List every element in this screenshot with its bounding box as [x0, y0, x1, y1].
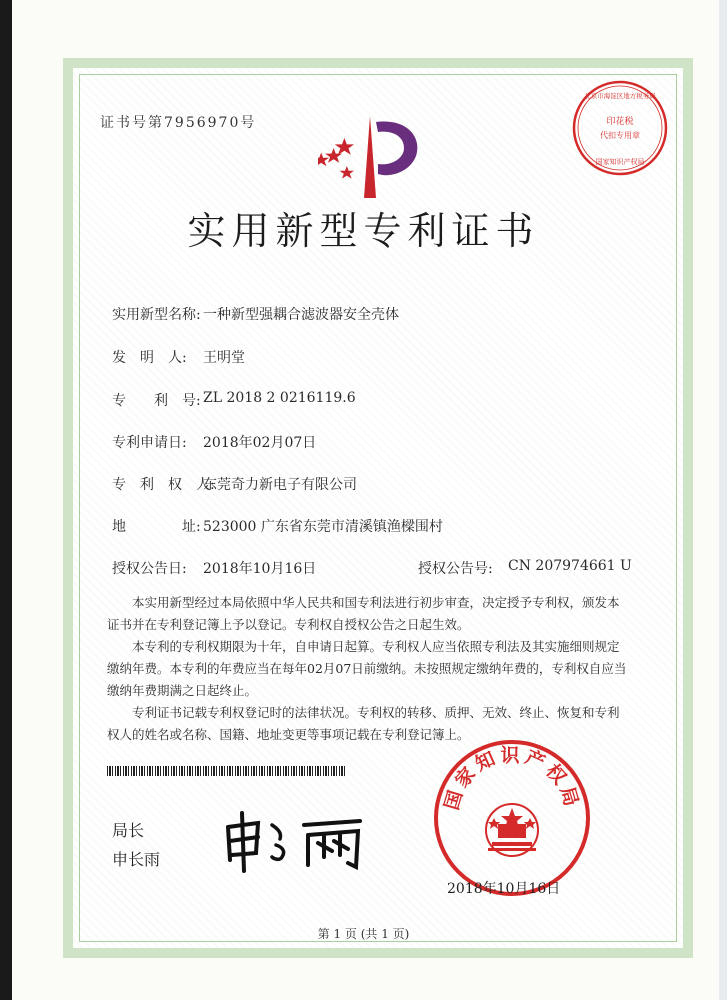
paragraph-3: 专利证书记载专利权登记时的法律状况。专利权的转移、质押、无效、终止、恢复和专利权人的姓名或名称、国籍、地址变更等事项记载在专利登记簿上。 [107, 705, 620, 742]
stamp-date: 2018年10月16日 [447, 881, 561, 897]
field-label-patentee: 专 利 权 人: [112, 477, 215, 493]
national-ip-office-seal [432, 738, 592, 898]
field-value-name: 一种新型强耦合滤波器安全壳体 [203, 307, 399, 323]
director-title: 局长 [112, 821, 145, 840]
grant-date-value: 2018年10月16日 [203, 561, 317, 577]
svg-text:国家知识产权局: 国家知识产权局 [595, 158, 645, 166]
grant-number-value: CN 207974661 U [508, 558, 632, 574]
paragraph-1: 本实用新型经过本局依照中华人民共和国专利法进行初步审查，决定授予专利权，颁发本证书并在专利登记簿上予以登记。专利权自授权公告之日起生效。 [107, 595, 620, 632]
patent-office-logo-icon [318, 108, 428, 208]
grant-number-label: 授权公告号: [418, 561, 493, 577]
field-value-inventor: 王明堂 [203, 350, 245, 366]
barcode [107, 766, 347, 776]
field-value-address: 523000 广东省东莞市清溪镇渔樑围村 [203, 519, 443, 535]
certificate-number: 证书号第7956970号 [100, 115, 257, 131]
certificate-title: 实用新型专利证书 [187, 209, 540, 253]
field-value-patent-no: ZL 2018 2 0216119.6 [203, 390, 356, 406]
field-label-filing-date: 专利申请日: [112, 435, 187, 451]
svg-text:印花税: 印花税 [606, 117, 634, 127]
scan-edge [0, 0, 12, 1000]
field-label-name: 实用新型名称: [112, 307, 201, 323]
svg-text:代扣专用章: 代扣专用章 [600, 131, 640, 140]
field-label-address: 地 址: [112, 519, 201, 535]
director-signature [220, 805, 370, 875]
field-value-patentee: 东莞奇力新电子有限公司 [203, 477, 357, 493]
field-label-inventor: 发 明 人: [112, 350, 187, 366]
page-number: 第 1 页 (共 1 页) [317, 927, 410, 941]
paragraph-2: 本专利的专利权期限为十年，自申请日起算。专利权人应当依照专利法及其实施细则规定缴纳年费。本专利的年费应当在每年02月07日前缴纳。未按照规定缴纳年费的，专利权自应当缴纳年费期满之日起终止。 [107, 639, 627, 698]
director-name: 申长雨 [112, 850, 161, 869]
field-value-filing-date: 2018年02月07日 [203, 435, 317, 451]
grant-date-label: 授权公告日: [112, 561, 187, 577]
field-label-patent-no: 专 利 号: [112, 393, 201, 409]
svg-text:国家知识产权局: 国家知识产权局 [440, 744, 584, 813]
scan-edge-right [719, 0, 727, 1000]
tax-seal-stamp [570, 78, 670, 178]
svg-text:北京市海淀区地方税务局: 北京市海淀区地方税务局 [584, 92, 656, 100]
